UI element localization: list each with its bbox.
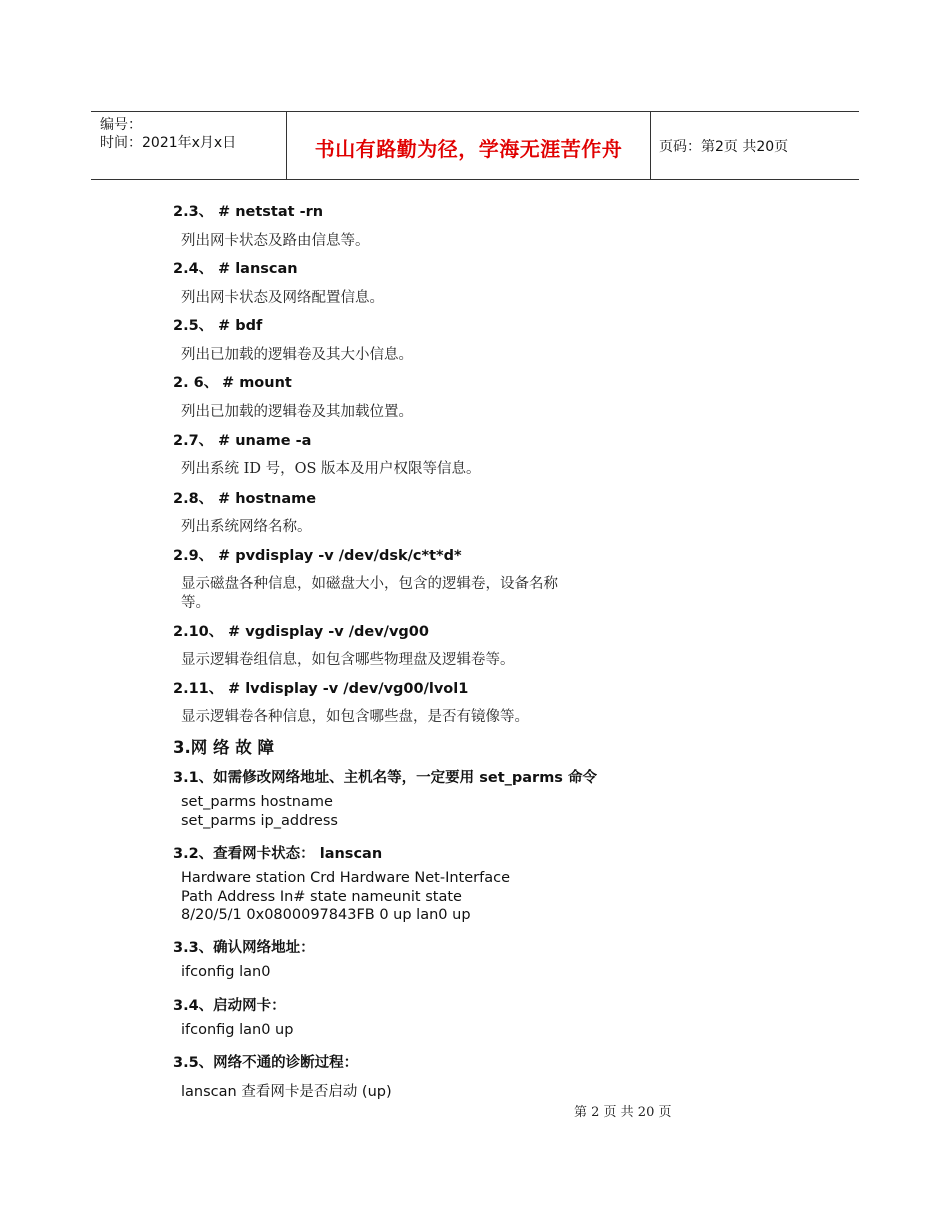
command-text: # uname -a xyxy=(218,433,312,449)
command-line: set_parms hostname xyxy=(181,794,333,810)
subsection-title: 3.2、查看网卡状态： lanscan xyxy=(173,846,383,862)
header-meta xyxy=(91,112,286,179)
command-text: # mount xyxy=(222,375,292,391)
header-motto-cell xyxy=(286,112,651,179)
section-description: 显示逻辑卷各种信息，如包含哪些盘，是否有镜像等。 xyxy=(181,709,529,725)
motto: 书山有路勤为径，学海无涯苦作舟 xyxy=(314,137,623,161)
section-description: 列出系统网络名称。 xyxy=(181,519,312,535)
section-heading xyxy=(173,257,298,278)
command-line: ifconfig lan0 up xyxy=(181,1022,294,1038)
section-heading xyxy=(173,200,323,221)
section-number: 2.5、 xyxy=(173,318,214,334)
section-heading xyxy=(173,544,462,565)
command-line: lanscan 查看网卡是否启动 (up) xyxy=(181,1084,392,1100)
section-number: 2.3、 xyxy=(173,204,214,220)
command-text: # netstat -rn xyxy=(218,204,324,220)
section-number: 2. 6、 xyxy=(173,375,219,391)
section-description: 显示磁盘各种信息，如磁盘大小，包含的逻辑卷，设备名称 xyxy=(181,576,558,592)
command-line: set_parms ip_address xyxy=(181,813,338,829)
section-description: 列出已加载的逻辑卷及其加载位置。 xyxy=(181,404,413,420)
chapter-title: 3.网 络 故 障 xyxy=(173,738,274,757)
section-heading xyxy=(173,677,468,698)
section-number: 2.8、 xyxy=(173,491,214,507)
section-description: 列出系统 ID 号，OS 版本及用户权限等信息。 xyxy=(181,461,481,477)
subsection-title: 3.1、如需修改网络地址、主机名等，一定要用 set_parms 命令 xyxy=(173,770,597,786)
command-text: # lanscan xyxy=(218,261,298,277)
command-text: # lvdisplay -v /dev/vg00/lvol1 xyxy=(228,681,469,697)
section-number: 2.7、 xyxy=(173,433,214,449)
output-line: Hardware station Crd Hardware Net-Interface xyxy=(181,870,510,886)
command-text: # vgdisplay -v /dev/vg00 xyxy=(228,624,429,640)
command-line: ifconfig lan0 xyxy=(181,964,271,980)
time-label: 时间：2021年x月x日 xyxy=(100,135,237,151)
section-number: 2.10、 xyxy=(173,624,224,640)
output-line: 8/20/5/1 0x0800097843FB 0 up lan0 up xyxy=(181,907,471,923)
header-page-cell xyxy=(649,112,859,179)
section-heading xyxy=(173,314,262,335)
document-header xyxy=(91,111,859,180)
section-number: 2.4、 xyxy=(173,261,214,277)
output-line: Path Address In# state nameunit state xyxy=(181,889,462,905)
subsection-title: 3.3、确认网络地址： xyxy=(173,940,315,956)
command-text: # bdf xyxy=(218,318,263,334)
section-description-continued: 等。 xyxy=(181,595,210,611)
section-heading xyxy=(173,371,292,392)
section-description: 列出已加载的逻辑卷及其大小信息。 xyxy=(181,347,413,363)
command-text: # pvdisplay -v /dev/dsk/c*t*d* xyxy=(218,548,462,564)
section-heading xyxy=(173,487,316,508)
section-number: 2.11、 xyxy=(173,681,224,697)
subsection-title: 3.4、启动网卡： xyxy=(173,998,286,1014)
section-heading xyxy=(173,429,311,450)
section-number: 2.9、 xyxy=(173,548,214,564)
section-description: 列出网卡状态及网络配置信息。 xyxy=(181,290,384,306)
page-ref: 页码：第2页 共20页 xyxy=(659,138,789,155)
serial-label: 编号： xyxy=(100,117,142,133)
section-heading xyxy=(173,620,429,641)
page-footer: 第 2 页 共 20 页 xyxy=(574,1105,672,1120)
subsection-title: 3.5、网络不通的诊断过程： xyxy=(173,1055,359,1071)
section-description: 显示逻辑卷组信息，如包含哪些物理盘及逻辑卷等。 xyxy=(181,652,515,668)
section-description: 列出网卡状态及路由信息等。 xyxy=(181,233,370,249)
command-text: # hostname xyxy=(218,491,317,507)
